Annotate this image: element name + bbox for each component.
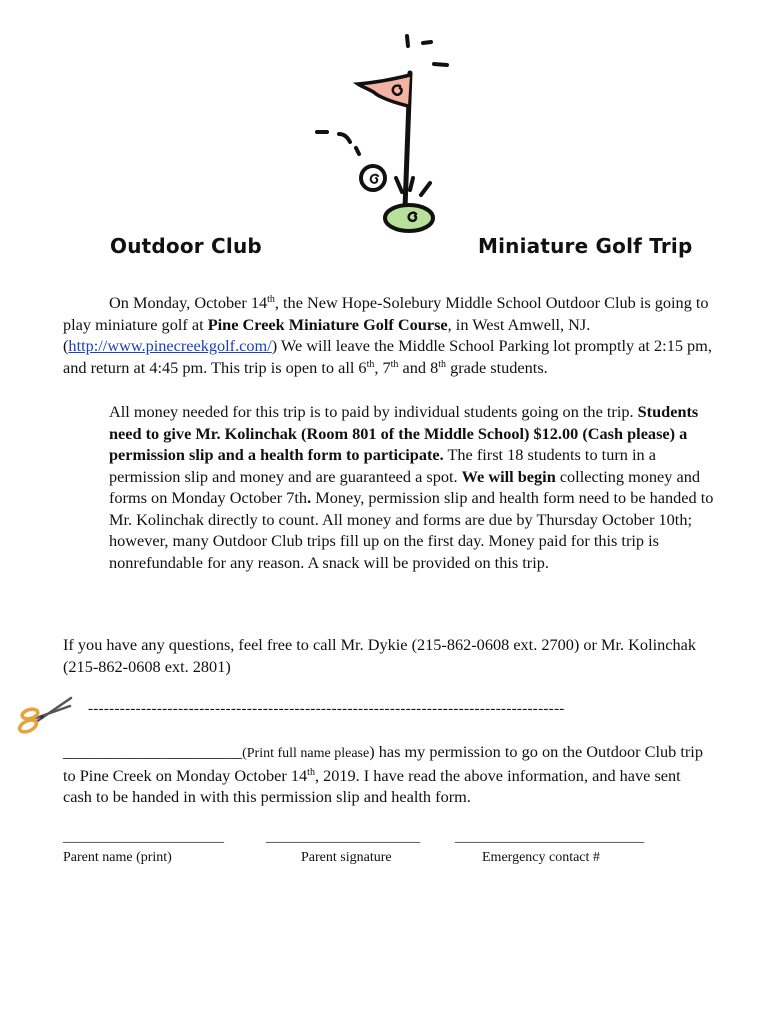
student-name-blank[interactable]: ______________________: [63, 742, 243, 761]
payment-paragraph: All money needed for this trip is to paid by individual students going on the trip. Students need to give Mr. Kolinchak (Room 801 of the Middle School) $12.00 (Cash please) a permission slip and a health form to participate. The first 18 students to turn in a permission slip and money and are guaranteed a spot. We will begin collecting money and forms on Monday October 7th. Money, permission slip and health form need to be handed to Mr. Kolinchak directly to count. All money and forms are due by Thursday October 10th; however, many Outdoor Club trips fill up on the first day. Money paid for this trip is nonrefundable for any reason. A snack will be provided on this trip.: [109, 402, 714, 572]
parent-signature-line[interactable]: ______________________: [266, 830, 420, 845]
parent-name-line[interactable]: _______________________: [63, 830, 224, 845]
scissors-icon: [16, 692, 74, 736]
payment-requirement: Students need to give Mr. Kolinchak (Room 801 of the Middle School) $12.00 (Cash please) a permission slip and a health form to participate.: [109, 402, 699, 464]
venue-name: Pine Creek Miniature Golf Course: [207, 314, 448, 334]
contact-paragraph: If you have any questions, feel free to call Mr. Dykie (215-862-0608 ext. 2700) or Mr. Kolinchak (215-862-0608 ext. 2801): [63, 635, 696, 676]
trip-title: Miniature Golf Trip: [478, 234, 693, 258]
intro-paragraph: On Monday, October 14th, the New Hope-Solebury Middle School Outdoor Club is going to play miniature golf at Pine Creek Miniature Golf Course, in West Amwell, NJ. (http://www.pinecreekgolf.com/) We will leave the Middle School Parking lot promptly at 2:15 pm, and return at 4:45 pm. This trip is open to all 6th, 7th and 8th grade students.: [63, 293, 712, 377]
website-link[interactable]: http://www.pinecreekgolf.com/: [68, 336, 272, 355]
club-title: Outdoor Club: [110, 234, 262, 258]
parent-signature-label: Parent signature: [301, 850, 392, 865]
cut-line: ------------------------------------------------------------------------------------------: [88, 701, 565, 717]
emergency-contact-label: Emergency contact #: [482, 850, 600, 865]
emergency-contact-line[interactable]: ___________________________: [455, 830, 644, 845]
permission-statement: ______________________(Print full name please) has my permission to go on the Outdoor Club trip to Pine Creek on Monday October 14th, 2019. I have read the above information, and have sent cash to be handed in with this permission slip and health form.: [63, 742, 703, 806]
golf-flag-illustration: [300, 28, 460, 238]
parent-name-label: Parent name (print): [63, 850, 172, 865]
